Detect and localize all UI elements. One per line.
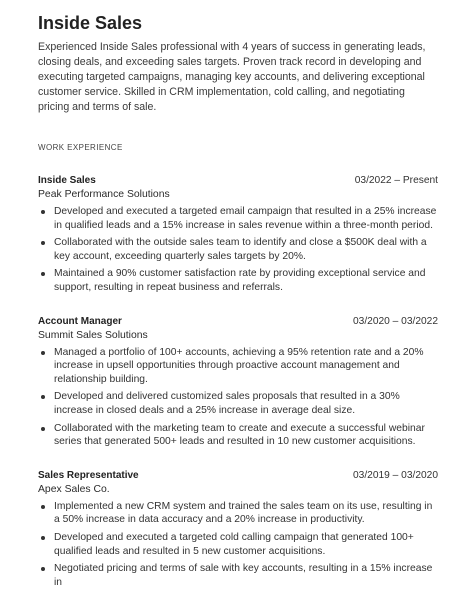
company-name: Peak Performance Solutions — [38, 189, 170, 200]
job-dates: 03/2020 – 03/2022 — [353, 315, 438, 327]
job-header — [38, 469, 438, 483]
achievement-item: Implemented a new CRM system and trained the sales team on its use, resulting in a 50% increase in data accuracy and a 20% increase in productivity. — [38, 500, 438, 527]
job-header — [38, 315, 438, 329]
resume-name: Inside Sales — [38, 13, 143, 33]
achievement-item: Collaborated with the marketing team to create and execute a successful webinar series that generated 500+ leads and resulted in 10 new customer acquisitions. — [38, 422, 438, 449]
achievement-item: Developed and delivered customized sales proposals that resulted in a 30% increase in closed deals and a 25% increase in average deal size. — [38, 390, 438, 417]
job-header — [38, 174, 438, 188]
job-entry — [38, 174, 438, 295]
company-name: Summit Sales Solutions — [38, 329, 148, 341]
achievement-list — [38, 205, 438, 295]
resume-page — [38, 12, 438, 593]
job-title: Account Manager — [38, 315, 122, 327]
professional-summary: Experienced Inside Sales professional with 4 years of success in generating leads, closing deals, and exceeding sales targets. Proven track record in developing and executing targeted campaigns, managing key accounts, and delivering exceptional customer service. Skilled in CRM implementation, cold calling, and negotiating pricing and terms of sale. — [38, 41, 426, 113]
achievement-list — [38, 500, 438, 590]
achievement-item: Developed and executed a targeted cold calling campaign that generated 100+ qualified leads and resulted in 5 new customer acquisitions. — [38, 531, 438, 558]
achievement-item: Collaborated with the outside sales team to identify and close a $500K deal with a key account, exceeding quarterly sales targets by 20%. — [38, 236, 438, 263]
achievement-item: Negotiated pricing and terms of sale with key accounts, resulting in a 15% increase in — [38, 562, 438, 589]
achievement-list — [38, 346, 438, 449]
job-title: Sales Representative — [38, 469, 139, 481]
job-title: Inside Sales — [38, 175, 96, 186]
section-title-work-experience: WORK EXPERIENCE — [38, 143, 123, 152]
achievement-item: Managed a portfolio of 100+ accounts, achieving a 95% retention rate and a 20% increase in upsell opportunities through proactive account management and relationship building. — [38, 346, 438, 387]
achievement-item: Maintained a 90% customer satisfaction rate by providing exceptional service and support, resulting in repeat business and referrals. — [38, 267, 438, 294]
job-entry — [38, 315, 438, 449]
job-dates: 03/2019 – 03/2020 — [353, 469, 438, 481]
achievement-item: Developed and executed a targeted email campaign that resulted in a 25% increase in qualified leads and a 15% increase in sales revenue within a three-month period. — [38, 205, 438, 232]
job-dates: 03/2022 – Present — [354, 175, 438, 186]
job-entry — [38, 469, 438, 590]
company-name: Apex Sales Co. — [38, 483, 110, 495]
